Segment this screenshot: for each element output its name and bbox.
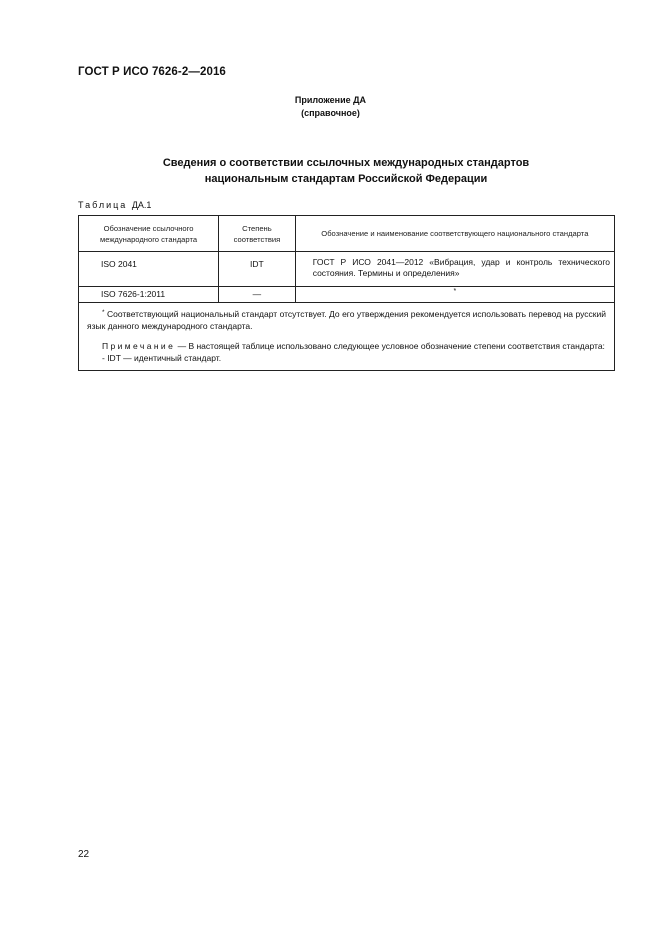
table-caption-number: ДА.1 — [131, 200, 152, 210]
header-reference-standard: Обозначение ссылочного международного стандарта — [79, 216, 219, 252]
cell-reference: ISO 2041 — [79, 252, 219, 287]
section-title-line-1: Сведения о соответствии ссылочных международных стандартов — [162, 157, 530, 169]
cell-degree: — — [219, 287, 296, 303]
appendix-heading — [0, 94, 661, 120]
appendix-kind: (справочное) — [301, 108, 360, 118]
table-caption-word: Таблица — [78, 200, 128, 210]
section-title-line-2: национальным стандартам Российской Федерации — [204, 173, 488, 185]
footnote-text: Соответствующий национальный стандарт отсутствует. До его утверждения рекомендуется использовать перевод на русский язык данного международного стандарта. — [87, 309, 606, 331]
table-notes-row — [79, 303, 615, 371]
note-label: Примечание — [102, 341, 176, 351]
cell-reference: ISO 7626-1:2011 — [79, 287, 219, 303]
header-national-standard: Обозначение и наименование соответствующего национального стандарта — [295, 216, 614, 252]
note-list-item: - IDT — идентичный стандарт. — [102, 353, 222, 363]
section-title — [0, 155, 661, 187]
table-notes — [79, 303, 615, 371]
note — [87, 340, 606, 352]
document-code-header: ГОСТ Р ИСО 7626-2—2016 — [78, 66, 226, 78]
table-row — [79, 252, 615, 287]
table-row — [79, 287, 615, 303]
note-text: — В настоящей таблице использовано следующее условное обозначение степени соответствия стандарта: — [177, 341, 605, 351]
page-number: 22 — [78, 849, 90, 860]
footnote — [87, 307, 606, 332]
appendix-title: Приложение ДА — [294, 95, 367, 105]
table-header-row — [79, 216, 615, 252]
cell-national: * — [295, 287, 614, 303]
table-caption — [78, 200, 151, 210]
cell-degree: IDT — [219, 252, 296, 287]
cell-national: ГОСТ Р ИСО 2041—2012 «Вибрация, удар и контроль технического состояния. Термины и определения» — [295, 252, 614, 287]
footnote-mark: * — [102, 309, 105, 316]
header-degree: Степень соответствия — [219, 216, 296, 252]
correspondence-table — [78, 215, 615, 371]
